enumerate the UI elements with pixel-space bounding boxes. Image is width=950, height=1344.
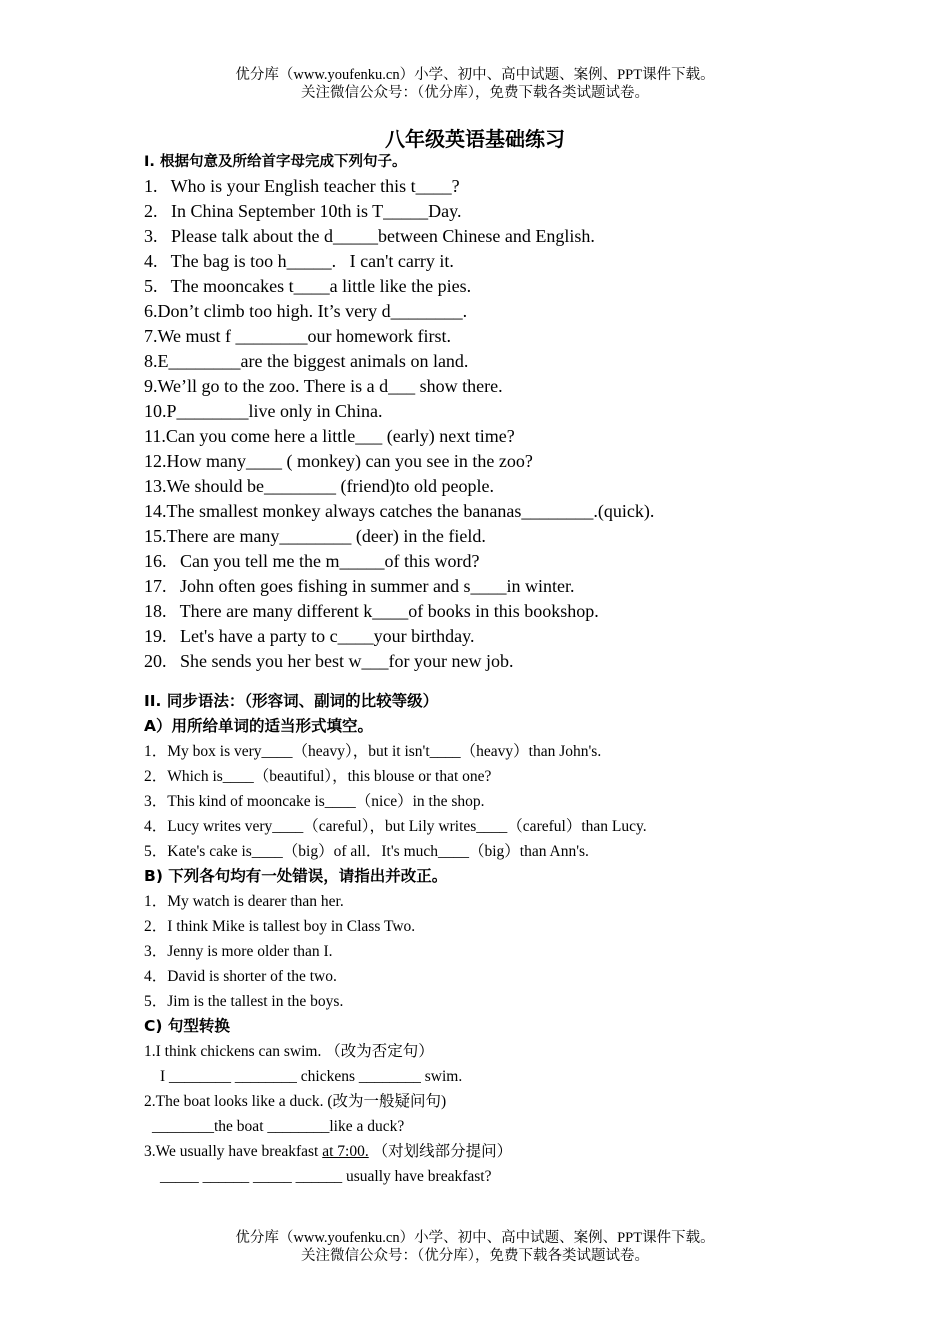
question-item: 3．This kind of mooncake is____（nice）in the shop.: [144, 793, 485, 810]
question-item: 6.Don’t climb too high. It’s very d________.: [144, 301, 468, 321]
section-2-heading: II. 同步语法：（形容词、副词的比较等级）: [144, 692, 439, 710]
question-item: 5．Kate's cake is____（big）of all．It's much____（big）than Ann's.: [144, 843, 589, 860]
page-title: 八年级英语基础练习: [385, 127, 565, 151]
question-item: 19. Let's have a party to c____your birthday.: [144, 626, 475, 646]
answer-line: ________the boat ________like a duck?: [152, 1118, 405, 1135]
question-item: 12.How many____ ( monkey) can you see in the zoo?: [144, 451, 533, 471]
question-item: 4．David is shorter of the two.: [144, 968, 337, 985]
question-item: 9.We’ll go to the zoo. There is a d___ show there.: [144, 376, 503, 396]
part-b-heading: B) 下列各句均有一处错误，请指出并改正。: [144, 867, 448, 885]
question-item: 5．Jim is the tallest in the boys.: [144, 993, 344, 1010]
answer-line: _____ ______ _____ ______ usually have breakfast?: [160, 1168, 492, 1185]
question-item: 1．My watch is dearer than her.: [144, 893, 344, 910]
underlined-phrase: at 7:00.: [322, 1143, 369, 1160]
question-item: 17. John often goes fishing in summer and s____in winter.: [144, 576, 575, 596]
question-item: 10.P________live only in China.: [144, 401, 383, 421]
question-item: 2．I think Mike is tallest boy in Class Two.: [144, 918, 416, 935]
footer-line-1: 优分库（www.youfenku.cn）小学、初中、高中试题、案例、PPT课件下载。: [235, 1230, 715, 1246]
question-item: 2.The boat looks like a duck. (改为一般疑问句): [144, 1093, 447, 1110]
question-item: 15.There are many________ (deer) in the field.: [144, 526, 486, 546]
worksheet-content: [144, 150, 864, 1189]
question-item: 16. Can you tell me the m_____of this word?: [144, 551, 480, 571]
header-line-2: 关注微信公众号：（优分库），免费下载各类试题试卷。: [301, 85, 649, 101]
question-item: 7.We must f ________our homework first.: [144, 326, 452, 346]
question-item: 11.Can you come here a little___ (early) next time?: [144, 426, 515, 446]
question-item: 13.We should be________ (friend)to old people.: [144, 476, 494, 496]
spacer: [144, 674, 864, 689]
question-suffix: （对划线部分提问）: [368, 1143, 513, 1160]
part-a-heading: A）用所给单词的适当形式填空。: [144, 717, 373, 735]
question-item: 3. Please talk about the d_____between Chinese and English.: [144, 226, 595, 246]
question-item: 20. She sends you her best w___for your new job.: [144, 651, 514, 671]
question-item: 1．My box is very____（heavy），but it isn't____（heavy）than John's.: [144, 743, 602, 760]
question-item: 4. The bag is too h_____. I can't carry it.: [144, 251, 454, 271]
question-prefix: 3.We usually have breakfast: [144, 1143, 323, 1160]
question-item: 4．Lucy writes very____（careful），but Lily writes____（careful）than Lucy.: [144, 818, 647, 835]
footer-line-2: 关注微信公众号：（优分库），免费下载各类试题试卷。: [301, 1248, 649, 1264]
header-line-1: 优分库（www.youfenku.cn）小学、初中、高中试题、案例、PPT课件下载。: [235, 67, 715, 83]
part-c-heading: C) 句型转换: [144, 1017, 230, 1035]
question-item: 5. The mooncakes t____a little like the pies.: [144, 276, 472, 296]
question-item: 3．Jenny is more older than I.: [144, 943, 333, 960]
question-item: 2．Which is____（beautiful），this blouse or that one?: [144, 768, 492, 785]
question-item: 1. Who is your English teacher this t____?: [144, 176, 460, 196]
question-item: 1.I think chickens can swim. （改为否定句）: [144, 1043, 434, 1060]
page-header: [0, 66, 950, 102]
answer-line: I ________ ________ chickens ________ swim.: [160, 1068, 463, 1085]
question-item: 8.E________are the biggest animals on land.: [144, 351, 469, 371]
page-footer: [0, 1229, 950, 1265]
question-item: 2. In China September 10th is T_____Day.: [144, 201, 462, 221]
question-item: 14.The smallest monkey always catches the bananas________.(quick).: [144, 501, 655, 521]
section-1-list: [144, 174, 864, 674]
section-1-heading: Ⅰ. 根据句意及所给首字母完成下列句子。: [144, 154, 407, 170]
question-item: 18. There are many different k____of books in this bookshop.: [144, 601, 599, 621]
question-item: [144, 1139, 864, 1164]
